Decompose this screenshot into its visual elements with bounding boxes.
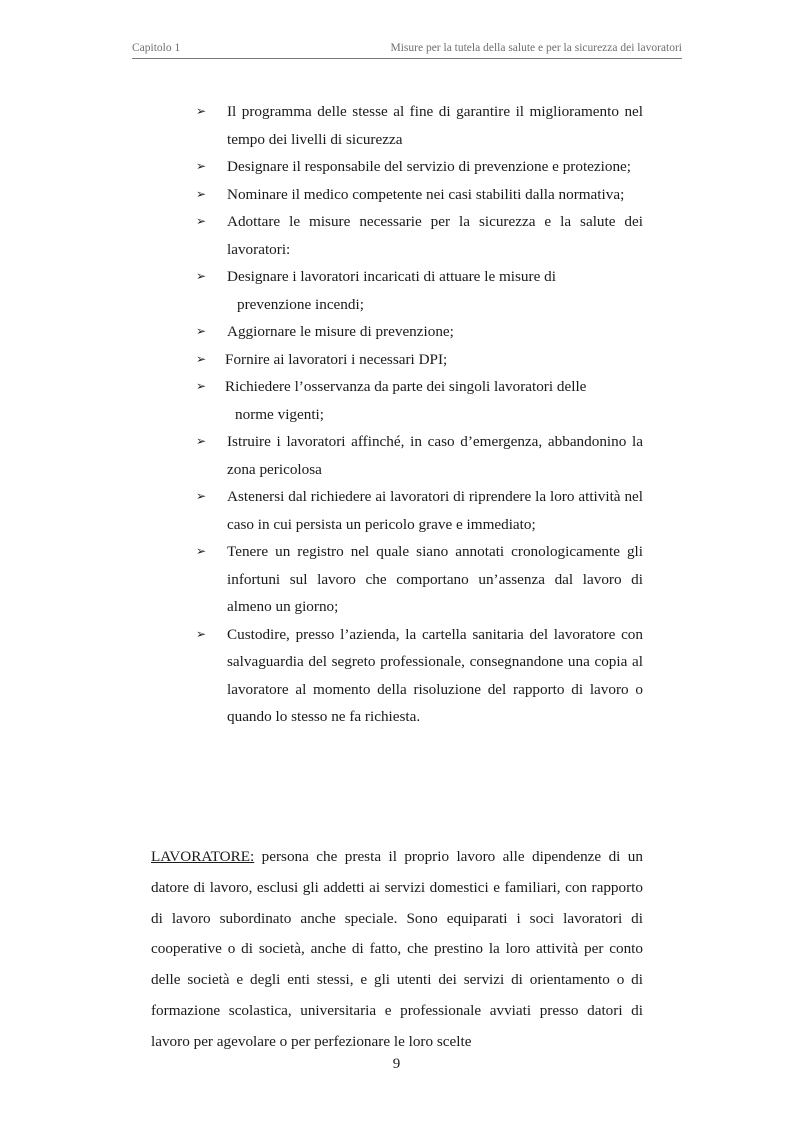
arrow-bullet-icon: ➢ bbox=[196, 269, 207, 283]
list-item-continuation: protezione; bbox=[562, 158, 632, 175]
list-item bbox=[196, 263, 643, 318]
arrow-bullet-icon: ➢ bbox=[196, 489, 207, 503]
list-item bbox=[196, 208, 643, 263]
list-item bbox=[196, 538, 643, 621]
list-item-continuation: con salvaguardia del segreto professionale, consegnandone una copia al lavoratore al momento della risoluzione del rapporto di lavoro o quando lo stesso ne fa richiesta. bbox=[227, 625, 643, 725]
list-item-continuation: normativa; bbox=[558, 185, 625, 203]
list-item-continuation: lavoratori: bbox=[227, 240, 291, 258]
arrow-bullet-icon: ➢ bbox=[196, 186, 207, 201]
list-item-continuation: infortuni sul lavoro che comportano un’assenza dal lavoro di almeno un giorno; bbox=[227, 570, 643, 615]
list-item bbox=[196, 483, 643, 538]
arrow-bullet-icon: ➢ bbox=[196, 379, 207, 393]
list-item-first-line: Aggiornare le misure di prevenzione; bbox=[227, 323, 454, 340]
arrow-bullet-icon: ➢ bbox=[196, 159, 207, 173]
list-item-first-line: Richiedere l’osservanza da parte dei singoli lavoratori delle bbox=[225, 378, 587, 395]
list-item-first-line: Custodire, presso l’azienda, la cartella sanitaria del lavoratore bbox=[227, 625, 616, 643]
list-item bbox=[196, 98, 643, 153]
obligations-list bbox=[196, 98, 643, 731]
page-header bbox=[132, 40, 682, 59]
list-item bbox=[196, 428, 643, 483]
list-item-first-line: Designare il responsabile del servizio di prevenzione e bbox=[227, 158, 559, 175]
list-item-first-line: Istruire i lavoratori affinché, in caso d’emergenza, abbandonino bbox=[227, 433, 627, 450]
arrow-bullet-icon: ➢ bbox=[196, 324, 207, 338]
arrow-bullet-icon: ➢ bbox=[196, 434, 207, 448]
list-item bbox=[196, 621, 643, 731]
list-item-first-line: Designare i lavoratori incaricati di attuare le misure di bbox=[227, 268, 556, 285]
list-item-continuation: nel caso in cui persista un pericolo grave e immediato; bbox=[227, 488, 643, 533]
page-number: 9 bbox=[392, 1056, 401, 1072]
list-item bbox=[196, 318, 643, 346]
list-item-first-line: Tenere un registro nel quale siano annotati cronologicamente gli bbox=[227, 543, 643, 560]
arrow-bullet-icon: ➢ bbox=[196, 626, 207, 641]
list-item bbox=[196, 153, 643, 181]
list-item-first-line: Il programma delle stesse al fine di garantire il miglioramento bbox=[227, 103, 619, 120]
arrow-bullet-icon: ➢ bbox=[196, 351, 207, 366]
definition-term: LAVORATORE: bbox=[151, 848, 255, 865]
definition-paragraph bbox=[151, 842, 643, 1058]
list-item-first-line: Fornire ai lavoratori i necessari DPI; bbox=[225, 350, 448, 368]
list-item-continuation: nel tempo dei livelli di sicurezza bbox=[227, 103, 643, 148]
list-item-first-line: Astenersi dal richiedere ai lavoratori di riprendere la loro attività bbox=[227, 488, 621, 505]
arrow-bullet-icon: ➢ bbox=[196, 544, 207, 558]
list-item bbox=[196, 346, 643, 374]
chapter-label: Capitolo 1 bbox=[132, 42, 181, 54]
list-item-continuation: la zona pericolosa bbox=[227, 433, 643, 478]
definition-text: persona che presta il proprio lavoro alle dipendenze di un datore di lavoro, esclusi gli addetti ai servizi domestici e familiari, con rapporto di lavoro subordinato anche speciale. Sono equiparati i soci lavoratori di cooperative o di società, anche di fatto, che prestino la loro attività per conto delle società e degli enti stessi, e gli utenti dei servizi di orientamento o di formazione scolastica, universitaria e professionale avviati presso datori di lavoro per agevolare o per perfezionare le loro scelte bbox=[151, 848, 643, 1050]
list-item-first-line: Adottare le misure necessarie per la sicurezza e la salute dei bbox=[227, 213, 643, 230]
list-item bbox=[196, 373, 643, 428]
list-item-first-line: Nominare il medico competente nei casi stabiliti dalla bbox=[227, 185, 555, 203]
list-item-continuation: norme vigenti; bbox=[235, 405, 324, 423]
running-title: Misure per la tutela della salute e per la sicurezza dei lavoratori bbox=[390, 42, 682, 54]
arrow-bullet-icon: ➢ bbox=[196, 214, 207, 228]
list-item-continuation: prevenzione incendi; bbox=[237, 295, 364, 313]
arrow-bullet-icon: ➢ bbox=[196, 104, 207, 118]
list-item bbox=[196, 181, 643, 209]
